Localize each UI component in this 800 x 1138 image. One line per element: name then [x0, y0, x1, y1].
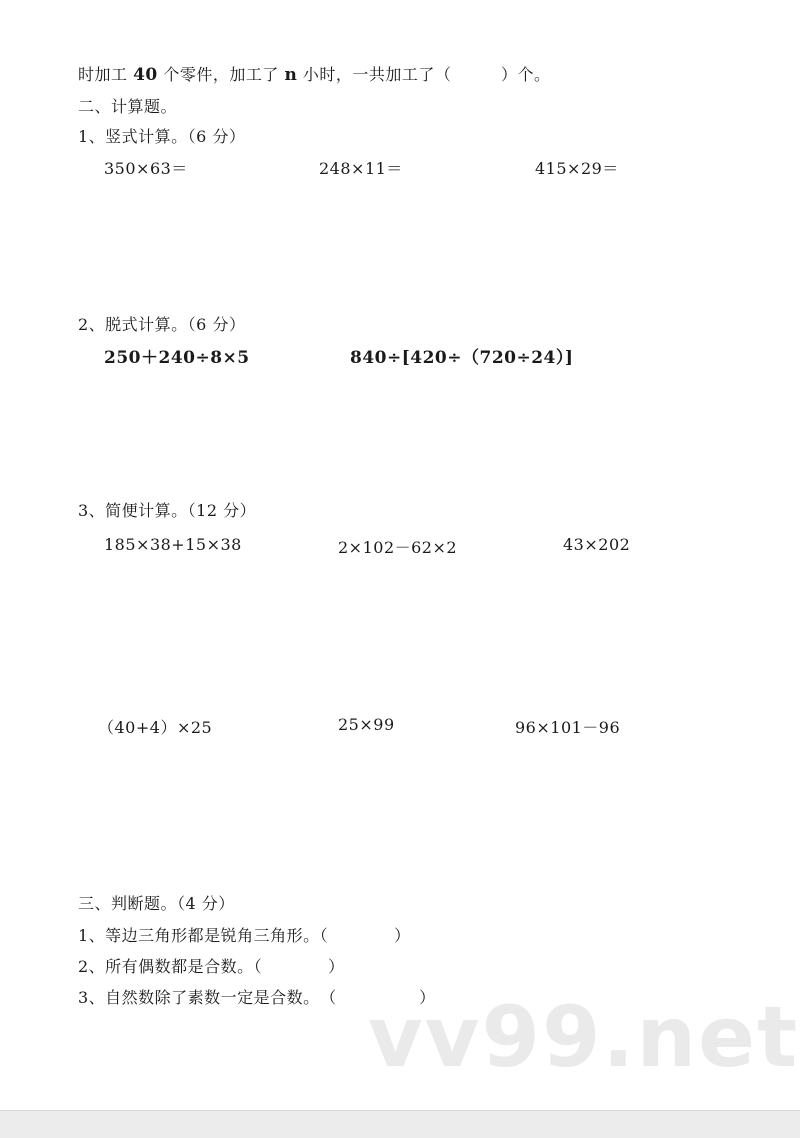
judge-item-3: 3、自然数除了素数一定是合数。 （ ）: [78, 988, 436, 1007]
watermark-logo: vv99.net: [368, 988, 800, 1086]
judge-item-1: 1、等边三角形都是锐角三角形。（ ）: [78, 926, 411, 945]
q1-item-2: 248×11＝: [319, 159, 403, 178]
q2-item-2: 840÷[420÷（720÷24）]: [350, 348, 574, 368]
section3-heading: 三、判断题。（4 分）: [78, 894, 235, 913]
intro-variable: n: [284, 65, 298, 85]
q1-heading: 1、竖式计算。（6 分）: [78, 127, 246, 146]
intro-mid1: 个零件，加工了: [157, 65, 285, 84]
q1-item-3: 415×29＝: [535, 159, 619, 178]
answer-blank[interactable]: [451, 65, 501, 84]
q3-row2-item-1: （40+4）×25: [98, 718, 213, 737]
q2-item-1: 250＋240÷8×5: [104, 348, 250, 368]
intro-number: 40: [133, 65, 158, 85]
section2-heading: 二、计算题。: [78, 97, 178, 116]
intro-suffix: ）个。: [500, 65, 551, 84]
q3-row2-item-3: 96×101－96: [515, 718, 621, 737]
intro-line: [78, 62, 550, 85]
q3-row2-item-2: 25×99: [338, 715, 395, 734]
q1-item-1: 350×63＝: [104, 159, 188, 178]
judge-item-2: 2、所有偶数都是合数。（ ）: [78, 957, 345, 976]
page-bottom-bar: [0, 1110, 800, 1138]
q3-row1-item-2: 2×102－62×2: [338, 538, 458, 557]
intro-prefix: 时加工: [78, 65, 134, 84]
q3-row1-item-3: 43×202: [563, 535, 631, 554]
q2-heading: 2、脱式计算。（6 分）: [78, 315, 246, 334]
intro-mid2: 小时，一共加工了（: [297, 65, 452, 84]
q3-heading: 3、简便计算。（12 分）: [78, 501, 257, 520]
q3-row1-item-1: 185×38+15×38: [104, 535, 242, 554]
